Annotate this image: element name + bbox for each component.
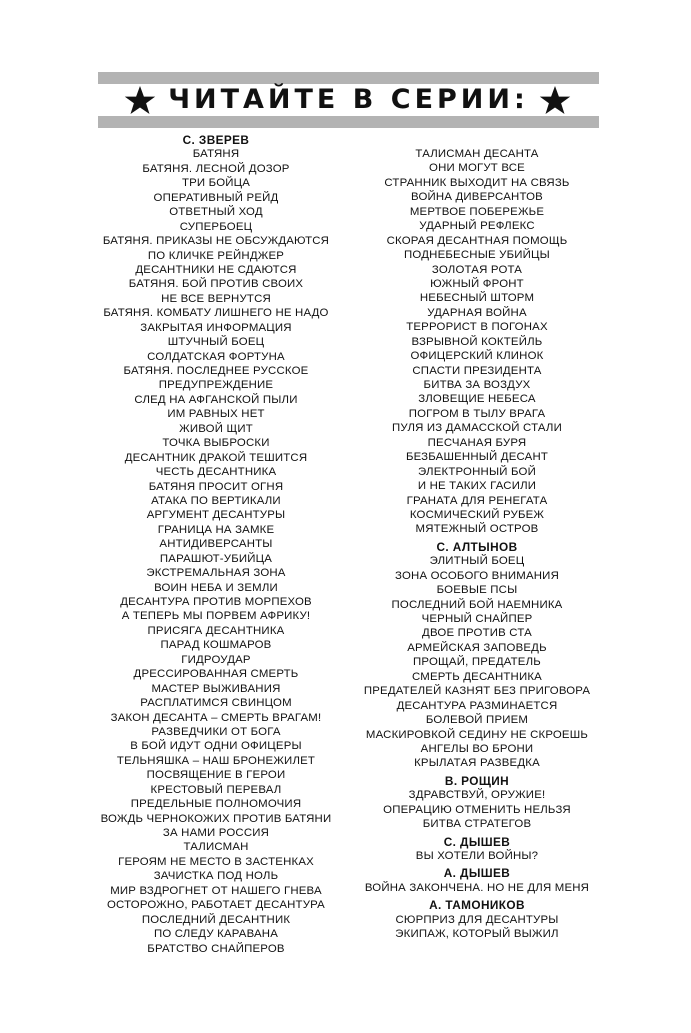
book-title: ПРЕДУПРЕЖДЕНИЕ bbox=[158, 379, 274, 392]
book-title: СТРАННИК ВЫХОДИТ НА СВЯЗЬ bbox=[384, 176, 570, 189]
banner-bottom-stripe bbox=[98, 116, 599, 128]
book-title: КРЕСТОВЫЙ ПЕРЕВАЛ bbox=[150, 783, 282, 796]
book-title: ПЕСЧАНАЯ БУРЯ bbox=[427, 436, 527, 449]
book-title: МАСТЕР ВЫЖИВАНИЯ bbox=[151, 682, 281, 695]
book-title: АНГЕЛЫ ВО БРОНИ bbox=[420, 742, 534, 755]
book-title: ЗОНА ОСОБОГО ВНИМАНИЯ bbox=[395, 569, 559, 582]
book-title: ОСТОРОЖНО, РАБОТАЕТ ДЕСАНТУРА bbox=[107, 899, 325, 912]
book-title: ПОСВЯЩЕНИЕ В ГЕРОИ bbox=[146, 769, 286, 782]
book-title: ВЫ ХОТЕЛИ ВОЙНЫ? bbox=[415, 850, 539, 862]
book-title: ПОСЛЕДНИЙ ДЕСАНТНИК bbox=[141, 913, 291, 926]
book-title: ГРАНАТА ДЛЯ РЕНЕГАТА bbox=[406, 494, 548, 507]
book-title: ОНИ МОГУТ ВСЕ bbox=[429, 162, 525, 175]
book-title: ТЕРРОРИСТ В ПОГОНАХ bbox=[406, 321, 548, 334]
book-title: ПУЛЯ ИЗ ДАМАССКОЙ СТАЛИ bbox=[392, 422, 562, 435]
book-title: БАТЯНЯ bbox=[192, 148, 240, 161]
book-title: СЛЕД НА АФГАНСКОЙ ПЫЛИ bbox=[134, 393, 298, 406]
series-banner bbox=[98, 72, 599, 128]
book-title: МИР ВЗДРОГНЕТ ОТ НАШЕГО ГНЕВА bbox=[110, 884, 322, 897]
book-title: ШТУЧНЫЙ БОЕЦ bbox=[167, 336, 265, 349]
author-heading: С. ДЫШЕВ bbox=[443, 834, 511, 849]
book-title: ТАЛИСМАН ДЕСАНТА bbox=[415, 148, 539, 160]
book-title: ПРОЩАЙ, ПРЕДАТЕЛЬ bbox=[413, 656, 541, 669]
book-title: ЗЛОВЕЩИЕ НЕБЕСА bbox=[418, 393, 536, 406]
book-title: БИТВА СТРАТЕГОВ bbox=[422, 818, 532, 831]
book-title: СЮРПРИЗ ДЛЯ ДЕСАНТУРЫ bbox=[395, 913, 559, 926]
book-title: ОФИЦЕРСКИЙ КЛИНОК bbox=[410, 350, 544, 363]
book-title: БАТЯНЯ ПРОСИТ ОГНЯ bbox=[148, 480, 284, 493]
book-title: ПОСЛЕДНИЙ БОЙ НАЕМНИКА bbox=[391, 598, 563, 611]
book-title: ЗАКОН ДЕСАНТА – СМЕРТЬ ВРАГАМ! bbox=[110, 711, 322, 724]
book-title: ПРИСЯГА ДЕСАНТНИКА bbox=[147, 624, 285, 637]
book-title: НЕ ВСЕ ВЕРНУТСЯ bbox=[161, 292, 271, 305]
book-title: БОЕВЫЕ ПСЫ bbox=[436, 584, 518, 597]
book-title: ЗАКРЫТАЯ ИНФОРМАЦИЯ bbox=[140, 321, 292, 334]
book-title: ДРЕССИРОВАННАЯ СМЕРТЬ bbox=[133, 668, 299, 681]
book-title: ОПЕРАЦИЮ ОТМЕНИТЬ НЕЛЬЗЯ bbox=[383, 803, 571, 816]
book-title: БОЛЕВОЙ ПРИЕМ bbox=[425, 714, 529, 727]
book-title: ПО СЛЕДУ КАРАВАНА bbox=[153, 928, 279, 941]
author-heading: С. АЛТЫНОВ bbox=[436, 539, 518, 554]
book-title: ВОЖДЬ ЧЕРНОКОЖИХ ПРОТИВ БАТЯНИ bbox=[100, 812, 332, 825]
book-title: БАТЯНЯ. ЛЕСНОЙ ДОЗОР bbox=[142, 162, 290, 175]
author-heading: А. ТАМОНИКОВ bbox=[429, 898, 525, 913]
book-title: И НЕ ТАКИХ ГАСИЛИ bbox=[417, 480, 537, 493]
book-title: ЧЕРНЫЙ СНАЙПЕР bbox=[421, 613, 533, 625]
book-title: В БОЙ ИДУТ ОДНИ ОФИЦЕРЫ bbox=[130, 740, 302, 753]
book-title: ТРИ БОЙЦА bbox=[181, 177, 251, 190]
book-title: АРГУМЕНТ ДЕСАНТУРЫ bbox=[146, 509, 286, 522]
book-title: УДАРНАЯ ВОЙНА bbox=[427, 306, 527, 319]
book-title: ДЕСАНТНИКИ НЕ СДАЮТСЯ bbox=[135, 263, 297, 276]
book-title: ЧЕСТЬ ДЕСАНТНИКА bbox=[155, 466, 277, 479]
book-title: СКОРАЯ ДЕСАНТНАЯ ПОМОЩЬ bbox=[386, 234, 568, 247]
book-title: РАЗВЕДЧИКИ ОТ БОГА bbox=[151, 725, 281, 738]
book-title: СПАСТИ ПРЕЗИДЕНТА bbox=[412, 364, 542, 377]
book-title: СМЕРТЬ ДЕСАНТНИКА bbox=[412, 670, 542, 683]
book-title: ЗА НАМИ РОССИЯ bbox=[162, 827, 270, 839]
book-title: ПОДНЕБЕСНЫЕ УБИЙЦЫ bbox=[404, 249, 550, 262]
book-title: ТОЧКА ВЫБРОСКИ bbox=[162, 437, 270, 450]
book-title: БРАТСТВО СНАЙПЕРОВ bbox=[147, 942, 285, 955]
book-title: ОПЕРАТИВНЫЙ РЕЙД bbox=[153, 191, 279, 204]
book-title: ЗАЧИСТКА ПОД НОЛЬ bbox=[153, 870, 279, 883]
book-title: ВОЙНА ДИВЕРСАНТОВ bbox=[411, 191, 543, 204]
author-heading: В. РОЩИН bbox=[444, 773, 510, 788]
right-column bbox=[347, 147, 607, 942]
book-title: БАТЯНЯ. КОМБАТУ ЛИШНЕГО НЕ НАДО bbox=[103, 307, 329, 320]
book-title: АНТИДИВЕРСАНТЫ bbox=[159, 538, 273, 551]
book-title: ЭЛЕКТРОННЫЙ БОЙ bbox=[418, 465, 536, 478]
star-icon bbox=[539, 84, 571, 116]
book-title: БАТЯНЯ. ПРИКАЗЫ НЕ ОБСУЖДАЮТСЯ bbox=[102, 235, 330, 248]
book-title: А ТЕПЕРЬ МЫ ПОРВЕМ АФРИКУ! bbox=[121, 610, 311, 623]
book-title: ДЕСАНТУРА РАЗМИНАЕТСЯ bbox=[396, 699, 558, 712]
book-title: АТАКА ПО ВЕРТИКАЛИ bbox=[151, 494, 281, 507]
book-title: БАТЯНЯ. ПОСЛЕДНЕЕ РУССКОЕ bbox=[123, 365, 309, 377]
book-title: МЕРТВОЕ ПОБЕРЕЖЬЕ bbox=[409, 205, 545, 218]
book-title: ВОИН НЕБА И ЗЕМЛИ bbox=[154, 581, 278, 594]
banner-top-stripe bbox=[98, 72, 599, 84]
book-title: БИТВА ЗА ВОЗДУХ bbox=[423, 379, 531, 391]
book-title: НЕБЕСНЫЙ ШТОРМ bbox=[419, 292, 535, 305]
author-heading: А. ДЫШЕВ bbox=[443, 866, 511, 881]
book-title: ЭКИПАЖ, КОТОРЫЙ ВЫЖИЛ bbox=[395, 928, 559, 941]
book-title: РАСПЛАТИМСЯ СВИНЦОМ bbox=[140, 697, 292, 710]
book-title: ТЕЛЬНЯШКА – НАШ БРОНЕЖИЛЕТ bbox=[116, 754, 316, 767]
book-title: ЮЖНЫЙ ФРОНТ bbox=[430, 277, 524, 290]
banner-title: ЧИТАЙТЕ В СЕРИИ: bbox=[168, 84, 529, 115]
book-title: ЖИВОЙ ЩИТ bbox=[179, 422, 253, 435]
book-title: ПРЕДЕЛЬНЫЕ ПОЛНОМОЧИЯ bbox=[130, 798, 302, 811]
book-title: ДВОЕ ПРОТИВ СТА bbox=[422, 627, 532, 640]
book-title: СУПЕРБОЕЦ bbox=[179, 220, 253, 233]
book-title: ПАРАД КОШМАРОВ bbox=[160, 639, 272, 652]
book-title: ГРАНИЦА НА ЗАМКЕ bbox=[157, 523, 275, 536]
book-title: ТАЛИСМАН bbox=[183, 841, 249, 854]
book-title: ПО КЛИЧКЕ РЕЙНДЖЕР bbox=[147, 249, 285, 262]
book-title: ПРЕДАТЕЛЕЙ КАЗНЯТ БЕЗ ПРИГОВОРА bbox=[363, 685, 591, 698]
book-title: ДЕСАНТУРА ПРОТИВ МОРПЕХОВ bbox=[120, 596, 312, 608]
book-title: ДЕСАНТНИК ДРАКОЙ ТЕШИТСЯ bbox=[124, 451, 308, 464]
book-title: КОСМИЧЕСКИЙ РУБЕЖ bbox=[409, 508, 545, 521]
book-title: ВЗРЫВНОЙ КОКТЕЙЛЬ bbox=[411, 335, 543, 348]
book-title: ЭЛИТНЫЙ БОЕЦ bbox=[429, 555, 525, 568]
book-title: СОЛДАТСКАЯ ФОРТУНА bbox=[147, 350, 285, 363]
book-title: МЯТЕЖНЫЙ ОСТРОВ bbox=[415, 523, 539, 536]
left-column bbox=[86, 133, 346, 956]
book-title: КРЫЛАТАЯ РАЗВЕДКА bbox=[414, 757, 540, 770]
book-title: ВОЙНА ЗАКОНЧЕНА. НО НЕ ДЛЯ МЕНЯ bbox=[364, 881, 590, 894]
author-heading: С. ЗВЕРЕВ bbox=[182, 133, 250, 147]
book-title: ЭКСТРЕМАЛЬНАЯ ЗОНА bbox=[146, 567, 286, 580]
book-title: ПАРАШЮТ-УБИЙЦА bbox=[159, 552, 273, 565]
book-title: ЗОЛОТАЯ РОТА bbox=[431, 263, 523, 276]
book-title: ПОГРОМ В ТЫЛУ ВРАГА bbox=[408, 407, 546, 420]
book-title: ИМ РАВНЫХ НЕТ bbox=[167, 408, 265, 421]
book-title: ГИДРОУДАР bbox=[181, 653, 251, 666]
book-title: ОТВЕТНЫЙ ХОД bbox=[169, 206, 263, 219]
book-title: БЕЗБАШЕННЫЙ ДЕСАНТ bbox=[405, 451, 549, 464]
book-title: УДАРНЫЙ РЕФЛЕКС bbox=[419, 220, 535, 233]
book-title: АРМЕЙСКАЯ ЗАПОВЕДЬ bbox=[407, 641, 547, 654]
book-title: БАТЯНЯ. БОЙ ПРОТИВ СВОИХ bbox=[128, 278, 304, 291]
book-title: МАСКИРОВКОЙ СЕДИНУ НЕ СКРОЕШЬ bbox=[365, 728, 589, 741]
book-title: ГЕРОЯМ НЕ МЕСТО В ЗАСТЕНКАХ bbox=[118, 855, 314, 868]
book-title: ЗДРАВСТВУЙ, ОРУЖИЕ! bbox=[408, 789, 546, 802]
